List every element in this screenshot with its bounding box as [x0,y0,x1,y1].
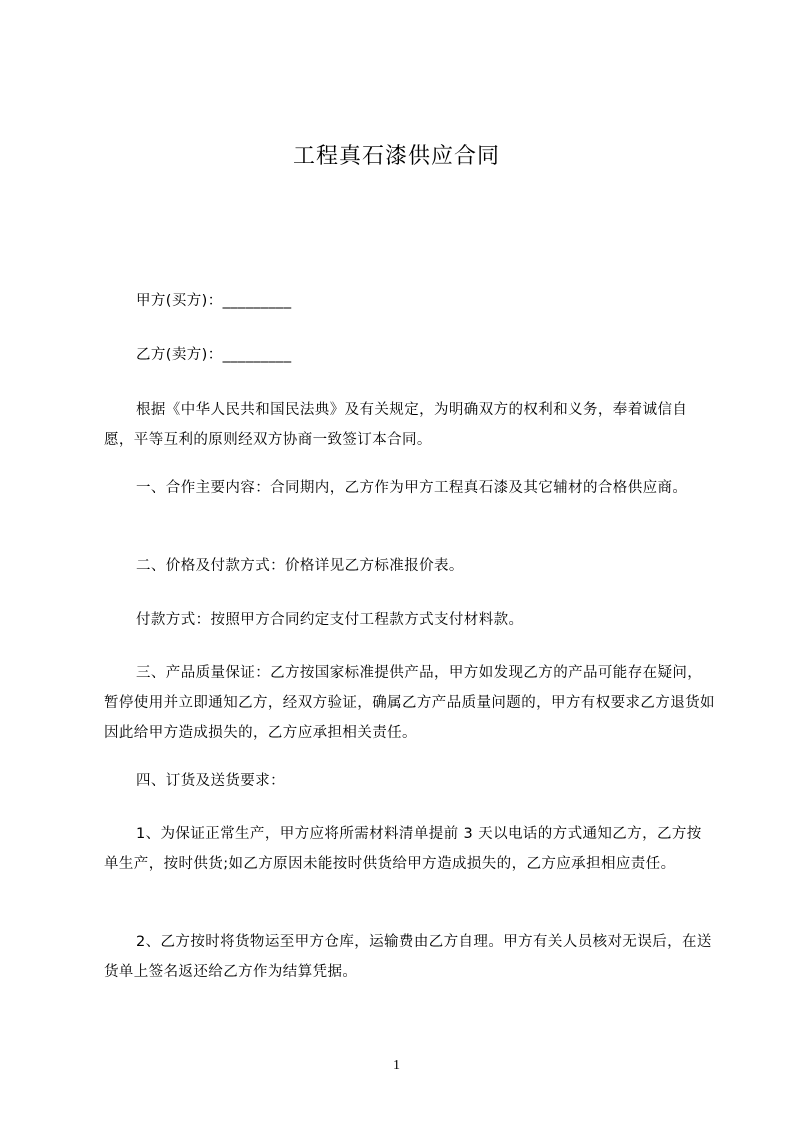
clause-1-paragraph: 一、合作主要内容：合同期内，乙方作为甲方工程真石漆及其它辅材的合格供应商。 [136,480,688,496]
contract-title: 工程真石漆供应合同 [292,144,500,169]
payment-paragraph: 付款方式：按照甲方合同约定支付工程款方式支付材料款。 [136,612,524,628]
party-a-line: 甲方(买方)：_________ [136,293,292,309]
clause-4-2-paragraph: 2、乙方按时将货物运至甲方仓库，运输费由乙方自理。甲方有关人员核对无误后，在送货单上签名返还给乙方作为结算凭据。 [104,934,712,980]
party-b-line: 乙方(卖方)：_________ [136,347,292,363]
clause-2-paragraph: 二、价格及付款方式：价格详见乙方标准报价表。 [136,558,464,574]
page-number: 1 [393,1058,400,1073]
clause-4-heading: 四、订货及送货要求： [136,773,285,789]
preamble-paragraph: 根据《中华人民共和国民法典》及有关规定，为明确双方的权利和义务，奉着诚信自愿，平等互利的原则经双方协商一致签订本合同。 [104,402,688,448]
clause-3-paragraph: 三、产品质量保证：乙方按国家标准提供产品，甲方如发现乙方的产品可能存在疑问，暂停使用并立即通知乙方，经双方验证，确属乙方产品质量问题的，甲方有权要求乙方退货如因此给甲方造成损失的，乙方应承担相关责任。 [104,665,715,741]
clause-4-1-paragraph: 1、为保证正常生产，甲方应将所需材料清单提前 3 天以电话的方式通知乙方，乙方按单生产，按时供货;如乙方原因未能按时供货给甲方造成损失的，乙方应承担相应责任。 [104,826,702,872]
